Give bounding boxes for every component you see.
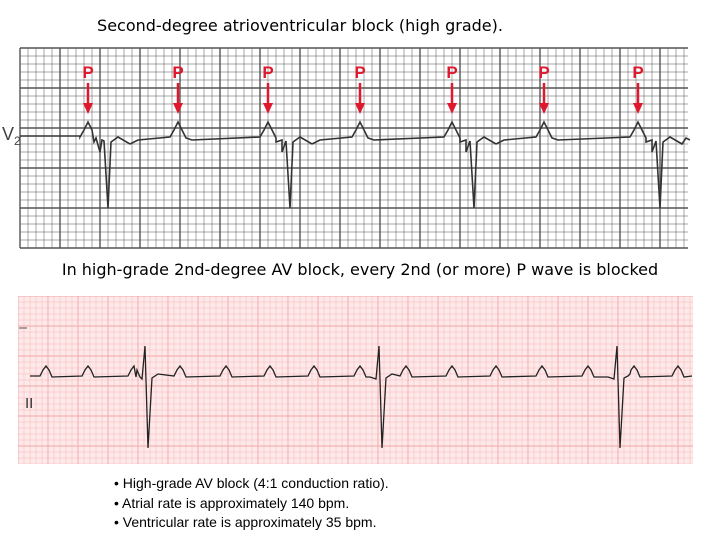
lead-label-v2: $V_2$	[2, 124, 21, 148]
bullet-item: • Ventricular rate is approximately 35 bpm.	[114, 514, 377, 530]
slide-subtitle: In high-grade 2nd-degree AV block, every 2nd (or more) P wave is blocked	[61, 260, 659, 279]
p-wave-label: P	[632, 63, 644, 82]
p-wave-label: P	[172, 63, 184, 82]
lead-label-ii: II	[25, 395, 34, 412]
ecg-strip-ii	[18, 296, 693, 464]
p-wave-label: P	[538, 63, 550, 82]
bullet-item: • Atrial rate is approximately 140 bpm.	[114, 494, 350, 511]
p-wave-label: P	[82, 63, 94, 82]
bullet-item: • High-grade AV block (4:1 conduction ratio).	[114, 475, 389, 491]
p-wave-label: P	[262, 63, 274, 82]
ecg-strip-v2	[0, 46, 690, 250]
p-wave-label: P	[446, 63, 458, 82]
bullet-list	[114, 474, 584, 533]
slide-title: Second-degree atrioventricular block (high grade).	[97, 16, 503, 35]
p-wave-label: P	[354, 63, 366, 82]
